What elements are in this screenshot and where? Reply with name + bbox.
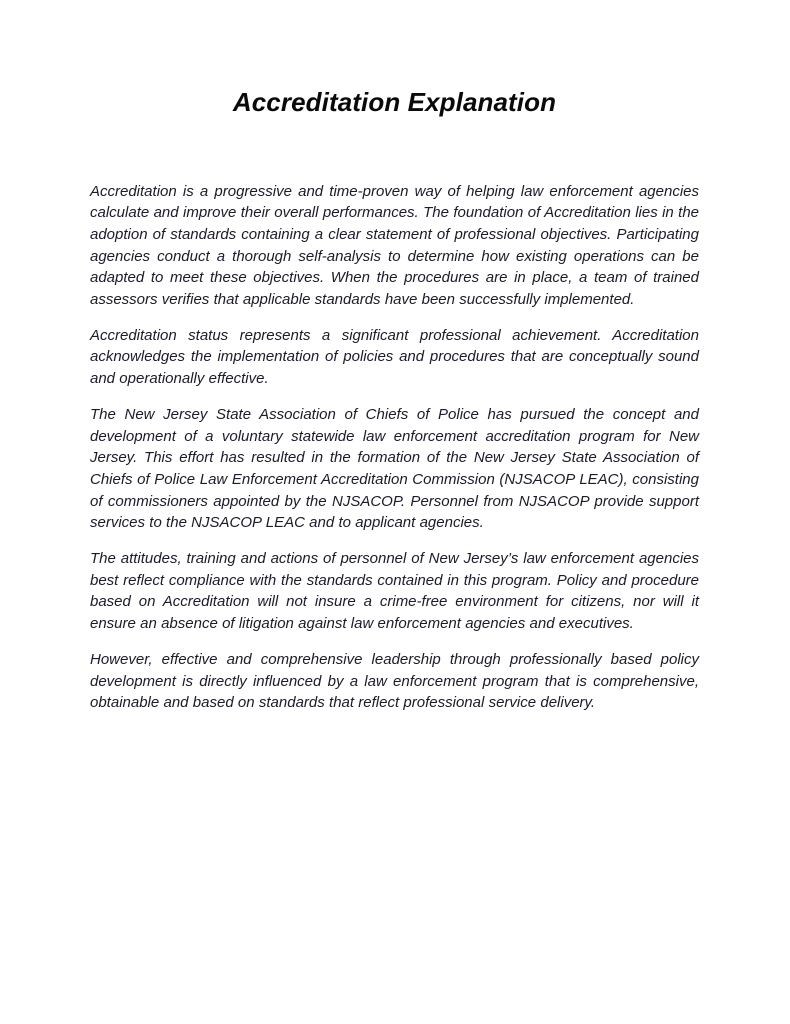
- paragraph-1: Accreditation is a progressive and time-proven way of helping law enforcement agencies calculate and improve their overall performances. The foundation of Accreditation lies in the adoption of standards containing a clear statement of professional objectives. Participating agencies conduct a thorough self-analysis to determine how existing operations can be adapted to meet these objectives. When the procedures are in place, a team of trained assessors verifies that applicable standards have been successfully implemented.: [90, 182, 699, 309]
- page-title: Accreditation Explanation: [232, 87, 557, 117]
- paragraph-3: The New Jersey State Association of Chiefs of Police has pursued the concept and development of a voluntary statewide law enforcement accreditation program for New Jersey. This effort has resulted in the formation of the New Jersey State Association of Chiefs of Police Law Enforcement Accreditation Commission (NJSACOP LEAC), consisting of commissioners appointed by the NJSACOP. Personnel from NJSACOP provide support services to the NJSACOP LEAC and to applicant agencies.: [90, 405, 699, 532]
- paragraph-2: Accreditation status represents a significant professional achievement. Accreditation acknowledges the implementation of policies and procedures that are conceptually sound and operationally effective.: [90, 326, 699, 388]
- document-body: [90, 86, 699, 714]
- paragraph-5: However, effective and comprehensive leadership through professionally based policy development is directly influenced by a law enforcement program that is comprehensive, obtainable and based on standards that reflect professional service delivery.: [90, 650, 699, 712]
- paragraph-4: The attitudes, training and actions of personnel of New Jersey’s law enforcement agencies best reflect compliance with the standards contained in this program. Policy and procedure based on Accreditation will not insure a crime-free environment for citizens, nor will it ensure an absence of litigation against law enforcement agencies and executives.: [90, 550, 699, 633]
